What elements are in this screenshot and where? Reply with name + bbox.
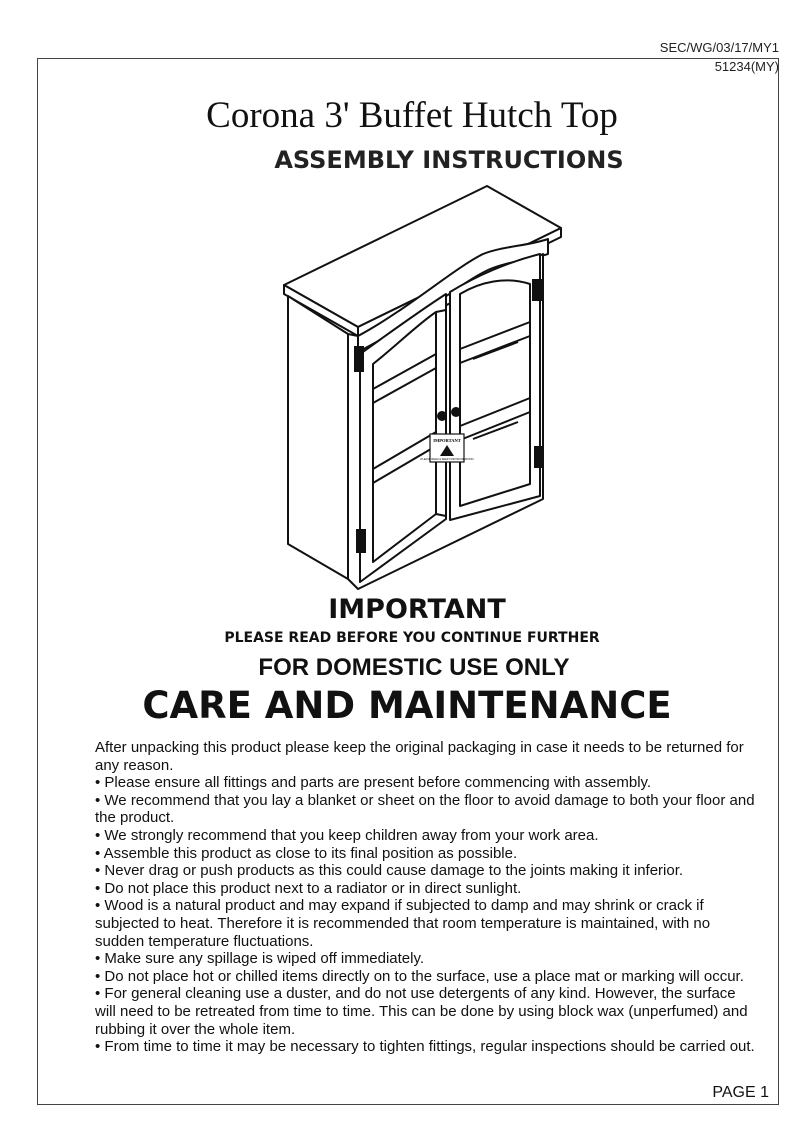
- care-paragraph: • Make sure any spillage is wiped off immediately.: [95, 950, 425, 968]
- hinge: [354, 346, 364, 372]
- care-paragraph: • We strongly recommend that you keep children away from your work area.: [95, 826, 599, 844]
- domestic-use-notice: FOR DOMESTIC USE ONLY: [258, 654, 570, 681]
- tag-label: IMPORTANT: [433, 438, 461, 443]
- care-paragraph: • Never drag or push products as this could cause damage to the joints making it inferior.: [95, 862, 684, 880]
- product-title: Corona 3' Buffet Hutch Top: [206, 95, 618, 136]
- hinge: [356, 529, 366, 553]
- hinge: [534, 446, 544, 468]
- care-paragraph: • Do not place hot or chilled items directly on to the surface, use a place mat or marking will occur.: [95, 967, 744, 985]
- assembly-instructions-heading: ASSEMBLY INSTRUCTIONS: [274, 146, 624, 174]
- please-read-notice: PLEASE READ BEFORE YOU CONTINUE FURTHER: [224, 630, 600, 646]
- care-paragraph: • Do not place this product next to a radiator or in direct sunlight.: [95, 879, 522, 897]
- care-instructions: [95, 739, 755, 1056]
- product-code: 51234(MY): [714, 59, 779, 74]
- right-door: [450, 254, 540, 520]
- page-number: PAGE 1: [712, 1084, 769, 1101]
- hinge: [532, 279, 542, 301]
- important-heading: IMPORTANT: [328, 594, 506, 625]
- tag-sublabel: PLEASE READ & KEEP FOR INFORMATION: [420, 458, 474, 461]
- care-paragraph: • For general cleaning use a duster, and do not use detergents of any kind. However, the surface will need to be retreated from time to time. This can be done by using block wax (unperfumed) and rubbing it over the whole item.: [95, 985, 748, 1038]
- care-paragraph: • We recommend that you lay a blanket or sheet on the floor to avoid damage to both your floor and the product.: [95, 791, 755, 827]
- care-paragraph: • Assemble this product as close to its final position as possible.: [95, 844, 518, 862]
- care-paragraph: After unpacking this product please keep the original packaging in case it needs to be returned for any reason.: [95, 739, 744, 774]
- care-paragraph: • From time to time it may be necessary to tighten fittings, regular inspections should be carried out.: [95, 1038, 755, 1056]
- hutch-left-side: [288, 296, 348, 579]
- care-maintenance-heading: CARE AND MAINTENANCE: [142, 684, 672, 727]
- hutch-illustration: [278, 184, 564, 592]
- care-paragraph: • Wood is a natural product and may expand if subjected to damp and may shrink or crack if subjected to heat. Therefore it is recommended that room temperature is maintained, with no sudden temperature fluctuations.: [95, 897, 711, 950]
- door-knob: [451, 407, 461, 417]
- care-paragraph: • Please ensure all fittings and parts are present before commencing with assembly.: [95, 774, 652, 792]
- door-knob: [437, 411, 447, 421]
- document-code: SEC/WG/03/17/MY1: [659, 40, 779, 55]
